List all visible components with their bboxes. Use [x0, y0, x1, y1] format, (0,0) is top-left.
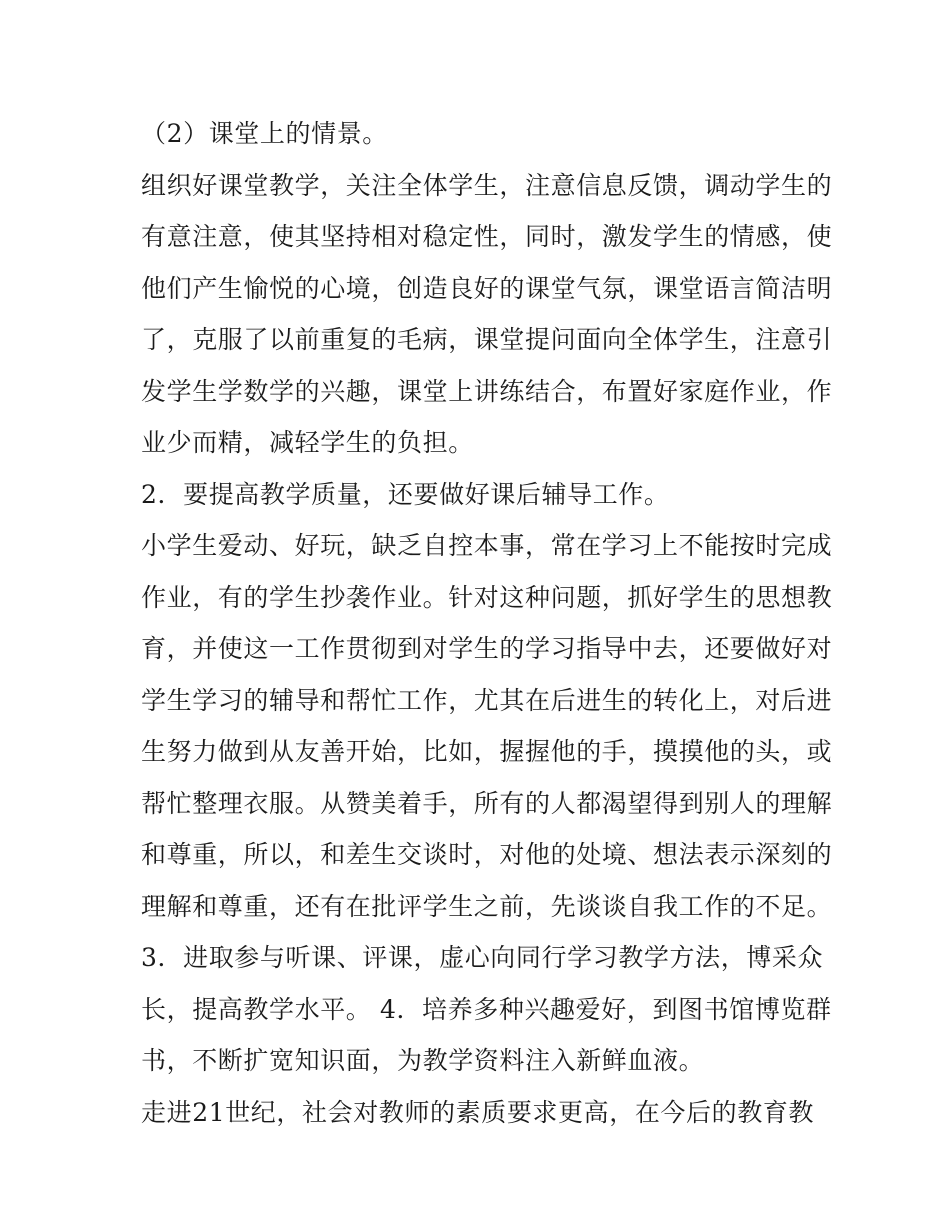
- text-line: 发学生学数学的兴趣，课堂上讲练结合，布置好家庭作业，作: [141, 376, 833, 406]
- text-line: 业少而精，减轻学生的负担。: [141, 428, 474, 457]
- text-line: 2．要提高教学质量，还要做好课后辅导工作。: [141, 479, 670, 509]
- text-line: 帮忙整理衣服。从赞美着手，所有的人都渴望得到别人的理解: [141, 788, 833, 818]
- text-line: 了，克服了以前重复的毛病，课堂提问面向全体学生，注意引: [141, 325, 833, 354]
- text-line: 长，提高教学水平。 4．培养多种兴趣爱好，到图书馆博览群: [141, 994, 832, 1024]
- text-line: 生努力做到从友善开始，比如，握握他的手，摸摸他的头，或: [141, 737, 833, 766]
- text-line: 小学生爱动、好玩，缺乏自控本事，常在学习上不能按时完成: [141, 531, 833, 560]
- text-line: 书，不断扩宽知识面，为教学资料注入新鲜血液。: [141, 1046, 705, 1075]
- text-line: 有意注意，使其坚持相对稳定性，同时，激发学生的情感，使: [141, 222, 833, 251]
- text-line: 学生学习的辅导和帮忙工作，尤其在后进生的转化上，对后进: [141, 685, 833, 715]
- document-body: [141, 108, 833, 1138]
- text-line: 他们产生愉悦的心境，创造良好的课堂气氛，课堂语言简洁明: [141, 273, 833, 303]
- text-line: （2）课堂上的情景。: [141, 119, 388, 148]
- text-line: 育，并使这一工作贯彻到对学生的学习指导中去，还要做好对: [141, 634, 833, 663]
- text-line: 和尊重，所以，和差生交谈时，对他的处境、想法表示深刻的: [141, 840, 833, 869]
- text-line: 理解和尊重，还有在批评学生之前，先谈谈自我工作的不足。: [141, 891, 833, 921]
- text-line: 走进21世纪，社会对教师的素质要求更高，在今后的教育教: [141, 1097, 815, 1127]
- text-line: 作业，有的学生抄袭作业。针对这种问题，抓好学生的思想教: [141, 582, 833, 612]
- text-line: 3．进取参与听课、评课，虚心向同行学习教学方法，博采众: [141, 943, 824, 972]
- text-line: 组织好课堂教学，关注全体学生，注意信息反馈，调动学生的: [141, 170, 833, 200]
